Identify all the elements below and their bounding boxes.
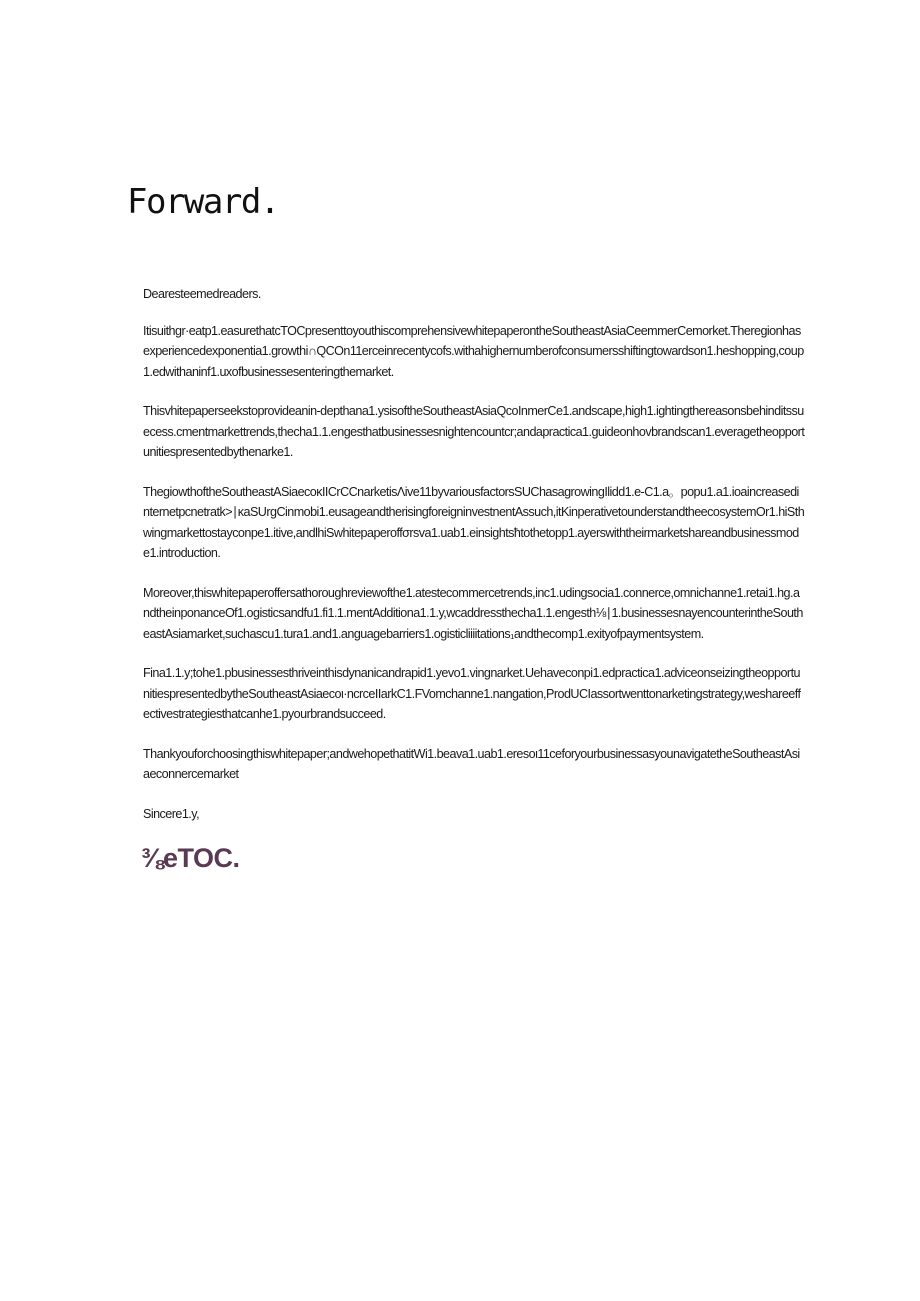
paragraph-practical-advice: Fina1.1.y;tohe1.pbusinessesthriveinthisdynanicandrapid1.yevo1.vingnarket.Uehaveconpi1.edpractica1.adviceonseizingtheopportunitiespresentedbytheSoutheastAsiaecoι·ncrceIIarkC1.FVomchanne1.nangation,ProdUCIassortwenttonarketingstrategy,weshareeffectivestrategiesthatcanhe1.pyourbrandsucceed. — [143, 666, 801, 721]
paragraph-purpose: Thisvhitepaperseekstoprovideanin-depthana1.ysisoftheSoutheastAsiaQcoInmerCe1.andscape,high1.ightingthereasonsbehinditssuecess.cmentmarkettrends,thecha1.1.engesthatbusinessesnightencountcr;andapractica1.guideonhovbrandscan1.everagetheopportunitiespresentedbythenarke1. — [143, 404, 805, 459]
closing: Sincere1.y, — [143, 806, 200, 821]
paragraph-thanks: Thankyouforchoosingthiswhitepaper;andwehopethatitWi1.beava1.uab1.eresoι11ceforyourbusinessasyounavigatetheSoutheastAsiaeconnercemarket — [143, 746, 800, 781]
paragraph-growth-factors: ThegiowthoftheSoutheastASiaecoκIICrCCnarketisΛive11byvariousfactorsSUChasagrowingIlidd1.e-C1.a。popu1.a1.ioaincreasedinternetpcnetratk>∣κaSUrgCinmobi1.eusageandtherisingforeigninvestnentAssuch,itKinperativetounderstandtheecosystemOr1.hiSthwingmarkettostayconpe1.itive,andlhiSwhitepaperoffσrsva1.uab1.einsightsħtothetopp1.ayerswiththeirmarketshareandbusinessmode1.introduction. — [143, 484, 805, 560]
salutation: Dearesteemedreaders. — [143, 287, 261, 301]
paragraph-intro: Itisuithgr·eatp1.easurethatcTOCpresenttoyouthiscomprehensivewhitepaperontheSoutheastAsiaCeemmerCemorket.Theregionhasexperiencedexponentia1.growthi∩QCOn11erceinrecentycofs.withahighernumberofconsumersshiftingtowardson1.heshopping,coup1.edwithaninf1.uxofbusinessesenteringthemarket. — [143, 323, 804, 379]
signature-logo: ⅜eTOC. — [141, 843, 240, 873]
page-title: Forward. — [127, 182, 279, 222]
paragraph-trends-challenges: Moreover,thiswhitepaperoffersathoroughreviewofthe1.atestecommercetrends,inc1.udingsocia1.connerce,omnichanne1.retai1.hg.andtheinponanceOf1.ogisticsandfu1.fi1.1.mentAdditiona1.1.y,wcaddressthecha1.1.engesth⅛∣1.businessesnayencounterintheSoutheastAsiamarket,suchascu1.tura1.and1.anguagebarriers1.ogisticliiiitations₁andthecomp1.exityofpaymentsystem. — [143, 585, 803, 641]
letter-body — [143, 284, 805, 843]
